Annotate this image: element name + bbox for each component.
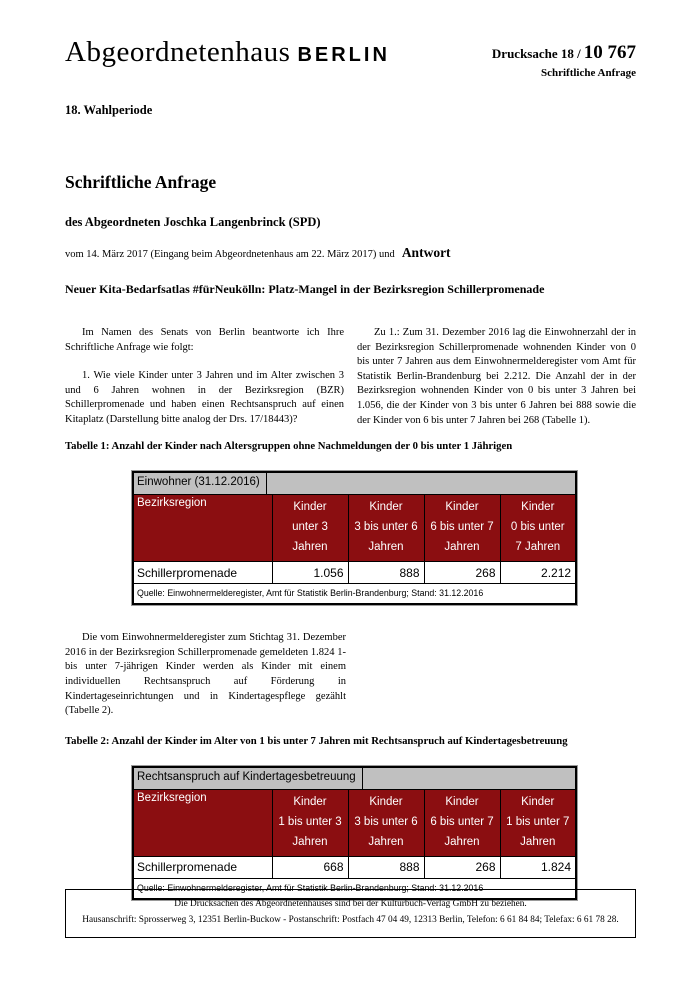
document-reference xyxy=(492,36,636,79)
table1-caption: Tabelle 1: Anzahl der Kinder nach Altersgruppen ohne Nachmeldungen der 0 bis unter 1 Jährigen xyxy=(65,440,513,453)
table1-title-cell xyxy=(133,472,576,495)
hdr-line: Kinder xyxy=(445,501,479,514)
table1-region-name: Schillerpromenade xyxy=(133,562,272,584)
body-columns xyxy=(65,326,636,428)
table2-value-1to7: 1.824 xyxy=(500,856,576,878)
drucksache-label: Drucksache 18 / xyxy=(491,46,581,61)
table2-data-row xyxy=(133,856,576,878)
imprint-line-2: Hausanschrift: Sprosserweg 3, 12351 Berlin-Buckow - Postanschrift: Postfach 47 04 49, 12313 Berlin, Telefon: 6 61 84 84; Telefax: 6 61 78 28. xyxy=(82,914,619,925)
right-column xyxy=(357,326,636,428)
table2-header-1to7 xyxy=(500,789,576,856)
hdr-line: Jahren xyxy=(368,541,404,554)
table1-header-under3 xyxy=(272,495,348,562)
table1-wrapper xyxy=(132,471,575,605)
hdr-line: Kinder xyxy=(293,795,327,808)
table1-source: Quelle: Einwohnermelderegister, Amt für Statistik Berlin-Brandenburg; Stand: 31.12.2016 xyxy=(133,584,576,605)
logo-city-text: BERLIN xyxy=(297,44,390,66)
hdr-line: Jahren xyxy=(292,835,328,848)
hdr-line: 7 Jahren xyxy=(515,541,561,554)
table2-value-1to3: 668 xyxy=(272,856,348,878)
table2-caption: Tabelle 2: Anzahl der Kinder im Alter von 1 bis unter 7 Jahren mit Rechtsanspruch auf Kindertagesbetreuung xyxy=(65,734,568,747)
table2 xyxy=(132,766,577,900)
table2-header-region: Bezirksregion xyxy=(133,789,272,856)
document-subtype: Schriftliche Anfrage xyxy=(540,67,636,79)
table1-header-3to6 xyxy=(348,495,424,562)
hdr-line: Jahren xyxy=(444,541,480,554)
table2-header-1to3 xyxy=(272,789,348,856)
table2-header-row xyxy=(133,789,576,856)
table1 xyxy=(132,471,577,605)
hdr-line: Jahren xyxy=(520,835,556,848)
table2-header-3to6 xyxy=(348,789,424,856)
election-period: 18. Wahlperiode xyxy=(65,103,153,117)
table1-data-row xyxy=(133,562,576,584)
middle-paragraph-block xyxy=(65,631,346,719)
hdr-line: unter 3 xyxy=(292,521,328,534)
paragraph-question-1: 1. Wie viele Kinder unter 3 Jahren und im Alter zwischen 3 und 6 Jahren wohnen in der Bezirksregion (BZR) Schillerpromenade und haben einen Rechtsanspruch auf einen Kitaplatz (Darstellung bitte analog der Drs. 17/18443)? xyxy=(65,370,344,425)
drucksache-value: 10 767 xyxy=(583,42,636,63)
hdr-line: 3 bis unter 6 xyxy=(354,815,418,828)
table2-region-name: Schillerpromenade xyxy=(133,856,272,878)
table1-header-0to7 xyxy=(500,495,576,562)
table2-value-6to7: 268 xyxy=(424,856,500,878)
imprint-line-1: Die Drucksachen des Abgeordnetenhauses sind bei der Kulturbuch-Verlag GmbH zu beziehen. xyxy=(174,899,527,910)
imprint-box xyxy=(65,889,636,938)
hdr-line: Kinder xyxy=(521,501,555,514)
answer-label: Antwort xyxy=(401,245,451,260)
date-line xyxy=(65,245,636,261)
table2-title-cell xyxy=(133,767,576,790)
hdr-line: Jahren xyxy=(444,835,480,848)
hdr-line: 0 bis unter xyxy=(510,521,565,534)
logo-main-text: Abgeordnetenhaus xyxy=(65,36,291,68)
table2-source: Quelle: Einwohnermelderegister, Amt für Statistik Berlin-Brandenburg; Stand: 31.12.2016 xyxy=(133,878,576,899)
hdr-line: 1 bis unter 7 xyxy=(506,815,570,828)
table1-value-0to7: 2.212 xyxy=(500,562,576,584)
table2-value-3to6: 888 xyxy=(348,856,424,878)
hdr-line: 1 bis unter 3 xyxy=(278,815,342,828)
paragraph-intro: Im Namen des Senats von Berlin beantworte ich Ihre Schriftliche Anfrage wie folgt: xyxy=(65,327,344,353)
hdr-line: 6 bis unter 7 xyxy=(430,815,494,828)
subject-title: Neuer Kita-Bedarfsatlas #fürNeukölln: Platz-Mangel in der Bezirksregion Schillerpromenade xyxy=(65,282,545,296)
masthead xyxy=(65,36,636,79)
table1-title-text: Einwohner (31.12.2016) xyxy=(134,473,267,494)
table2-wrapper xyxy=(132,766,575,900)
table1-header-row xyxy=(133,495,576,562)
hdr-line: Kinder xyxy=(369,501,403,514)
date-text: vom 14. März 2017 (Eingang beim Abgeordnetenhaus am 22. März 2017) und xyxy=(65,249,395,260)
table2-title-text: Rechtsanspruch auf Kindertagesbetreuung xyxy=(134,768,363,789)
drucksache-number xyxy=(492,42,636,64)
table2-header-6to7 xyxy=(424,789,500,856)
paragraph-answer-1: Zu 1.: Zum 31. Dezember 2016 lag die Einwohnerzahl der in der Bezirksregion Schillerpromenade wohnenden Kinder von 0 bis unter 7 Jahren aus dem Einwohnermelderegister vom Amt für Statistik Berlin-Brandenburg bei 2.212. Die Anzahl der in der Bezirksregion wohnenden Kinder von 0 bis unter 3 Jahren bei 1.056, die der Kinder von 3 bis unter 6 Jahren bei 888 sowie die der Kinder von 6 bis unter 7 Jahren bei 268 (Tabelle 1). xyxy=(357,327,636,426)
table1-header-6to7 xyxy=(424,495,500,562)
table1-value-3to6: 888 xyxy=(348,562,424,584)
table1-header-region: Bezirksregion xyxy=(133,495,272,562)
page-title: Schriftliche Anfrage xyxy=(65,172,217,192)
hdr-line: Kinder xyxy=(293,501,327,514)
hdr-line: 3 bis unter 6 xyxy=(354,521,418,534)
hdr-line: Jahren xyxy=(292,541,328,554)
table1-value-6to7: 268 xyxy=(424,562,500,584)
hdr-line: Kinder xyxy=(445,795,479,808)
hdr-line: 6 bis unter 7 xyxy=(430,521,494,534)
hdr-line: Kinder xyxy=(521,795,555,808)
hdr-line: Jahren xyxy=(368,835,404,848)
hdr-line: Kinder xyxy=(369,795,403,808)
paragraph-answer-2: Die vom Einwohnermelderegister zum Stichtag 31. Dezember 2016 in der Bezirksregion Schillerpromenade gemeldeten 1.824 1- bis unter 7-jährigen Kinder werden als Kinder mit einem individuellen Rechtsanspruch auf Förderung in Kindertageseinrichtungen und in Kindertagespflege gezählt (Tabelle 2). xyxy=(65,632,346,717)
author-line: des Abgeordneten Joschka Langenbrinck (SPD) xyxy=(65,215,321,229)
table1-value-under3: 1.056 xyxy=(272,562,348,584)
parliament-logo xyxy=(65,36,390,69)
left-column xyxy=(65,326,344,428)
